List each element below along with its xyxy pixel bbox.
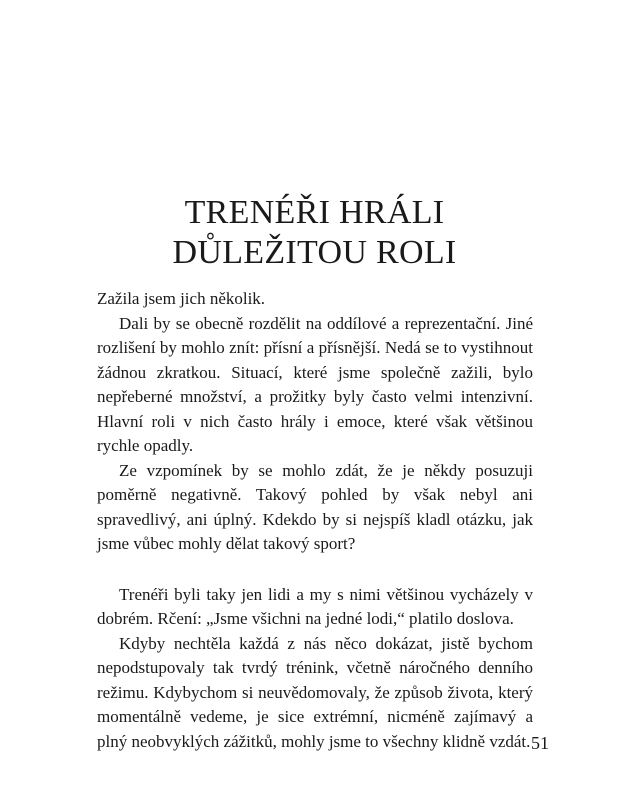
- chapter-title: [0, 193, 629, 273]
- page-number: 51: [531, 733, 549, 753]
- paragraph: Dali by se obecně rozdělit na oddílové a reprezentační. Jiné rozlišení by mohlo znít: přísní a přísnější. Nedá se to vystihnout žádnou zkratkou. Situací, které jsme společně zažili, bylo nepřeberné množství, a prožitky byly často velmi intenzivní. Hlavní roli v nich často hrály i emoce, které však většinou rychle opadly.: [97, 313, 533, 455]
- paragraph: Kdyby nechtěla každá z nás něco dokázat, jistě bychom nepodstupovaly tak tvrdý trénink, včetně náročného denního režimu. Kdybychom si neuvědomovaly, že způsob života, který momentálně vedeme, je sice extrémní, nicméně zajímavý a plný neobvyklých zážitků, mohly jsme to všechny klidně vzdát.: [97, 633, 533, 751]
- chapter-title-line-2: DŮLEŽITOU ROLI: [172, 234, 457, 271]
- paragraph-intro: Zažila jsem jich několik.: [97, 289, 266, 308]
- body-text: [97, 287, 533, 754]
- paragraph: Trenéři byli taky jen lidi a my s nimi většinou vycházely v dobrém. Rčení: „Jsme všichni na jedné lodi,“ platilo doslova.: [97, 584, 533, 628]
- chapter-title-line-1: TRENÉŘI HRÁLI: [184, 194, 445, 231]
- section-break: [97, 557, 533, 583]
- paragraph: Ze vzpomínek by se mohlo zdát, že je někdy posuzuji poměrně negativně. Takový pohled by však nebyl ani spravedlivý, ani úplný. Kdekdo by si nejspíš kladl otázku, jak jsme vůbec mohly dělat takový sport?: [97, 460, 533, 553]
